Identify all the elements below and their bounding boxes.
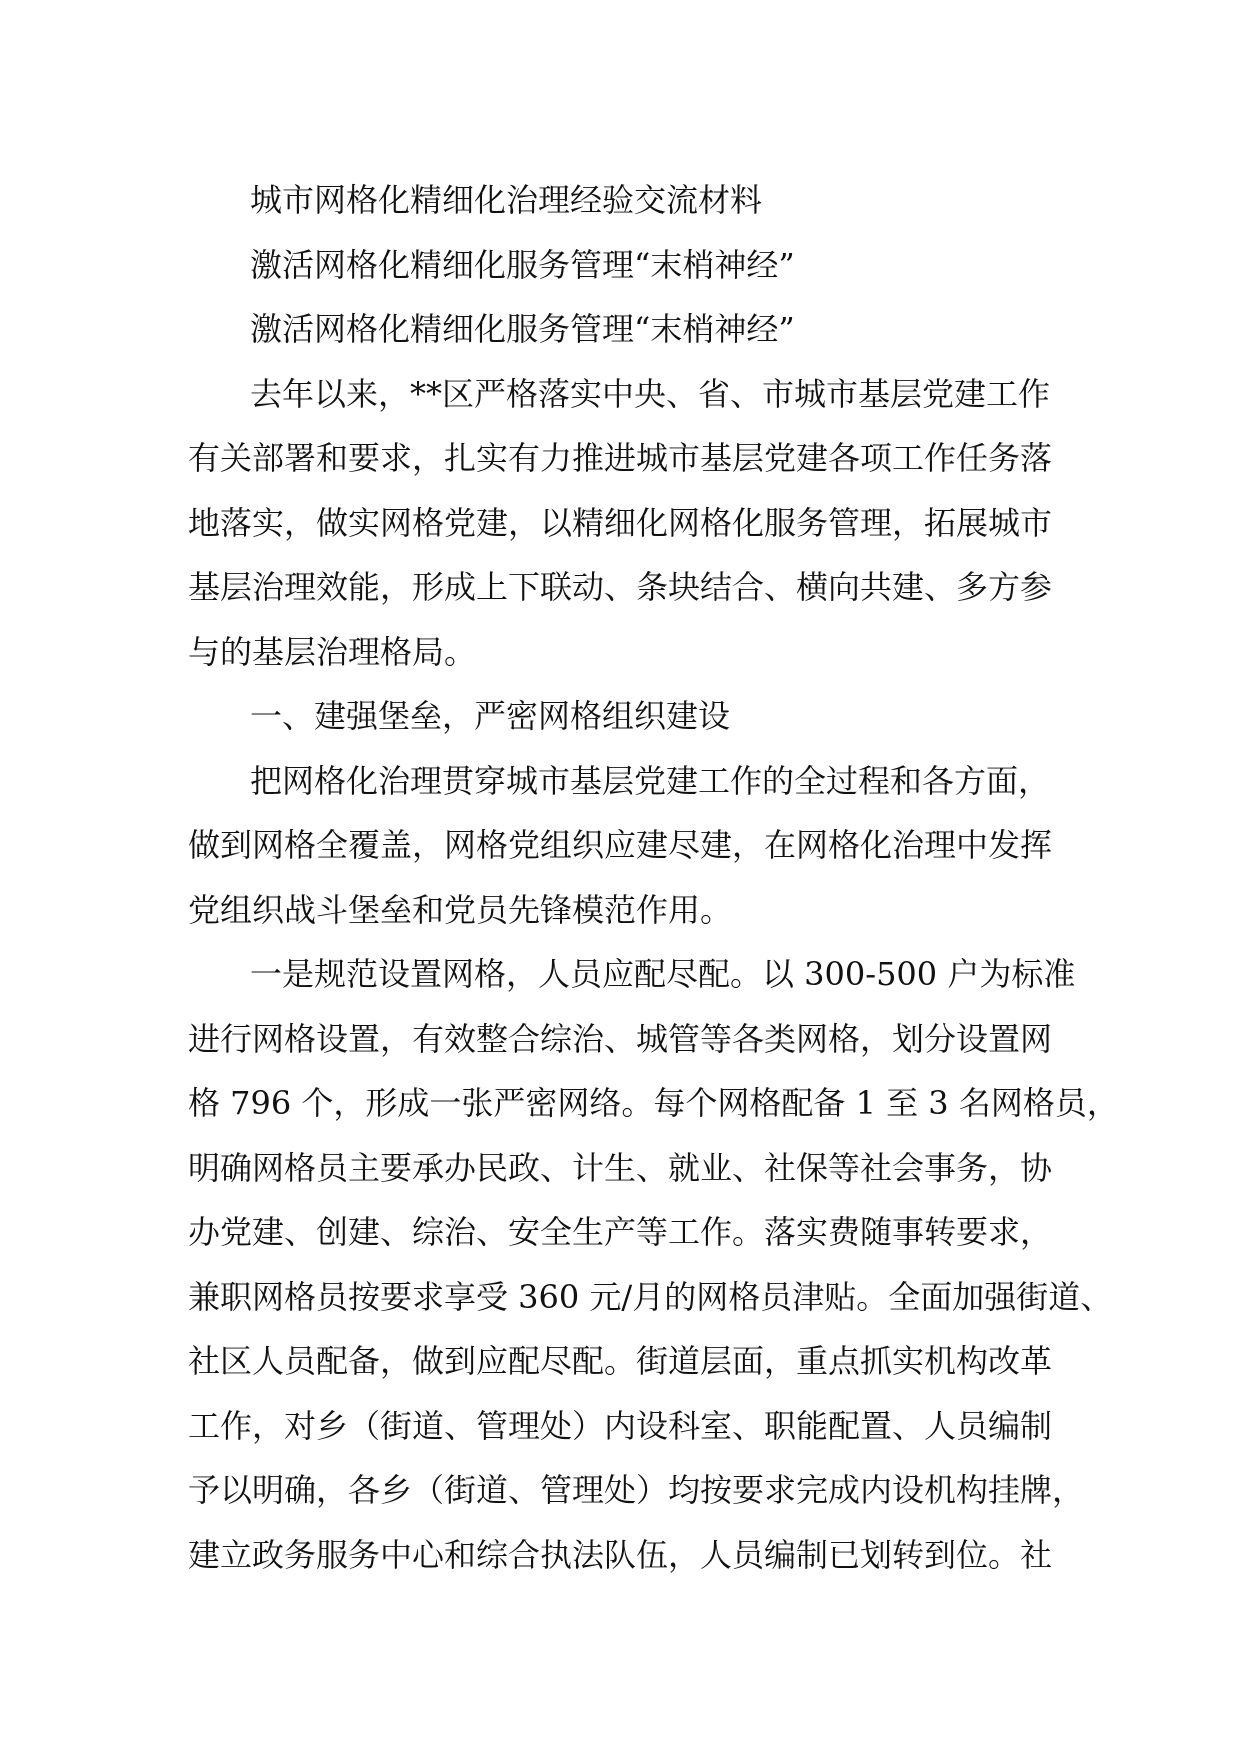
document-subtitle: 激活网格化精细化服务管理“末梢神经” bbox=[250, 245, 795, 284]
section-heading: 一、建强堡垒，严密网格组织建设 bbox=[250, 697, 731, 735]
paragraph-line: 办党建、创建、综治、安全生产等工作。落实费随事转要求， bbox=[188, 1213, 1053, 1251]
document-body bbox=[188, 168, 1119, 1587]
paragraph-line: 有关部署和要求，扎实有力推进城市基层党建各项工作任务落 bbox=[188, 439, 1053, 477]
paragraph-line: 基层治理效能，形成上下联动、条块结合、横向共建、多方参 bbox=[188, 568, 1053, 606]
paragraph-line: 地落实，做实网格党建，以精细化网格化服务管理，拓展城市 bbox=[188, 503, 1053, 542]
paragraph-line: 与的基层治理格局。 bbox=[188, 632, 477, 671]
document-subtitle-repeat: 激活网格化精细化服务管理“末梢神经” bbox=[250, 310, 795, 348]
paragraph-line: 兼职网格员按要求享受 360 元/月的网格员津贴。全面加强街道、 bbox=[188, 1277, 1113, 1316]
paragraph-line: 把网格化治理贯穿城市基层党建工作的全过程和各方面， bbox=[250, 761, 1051, 800]
paragraph-line: 建立政务服务中心和综合执法队伍，人员编制已划转到位。社 bbox=[188, 1535, 1053, 1574]
paragraph-line: 格 796 个，形成一张严密网络。每个网格配备 1 至 3 名网格员， bbox=[188, 1084, 1119, 1122]
paragraph-line: 党组织战斗堡垒和党员先锋模范作用。 bbox=[188, 890, 733, 929]
paragraph-line: 做到网格全覆盖，网格党组织应建尽建，在网格化治理中发挥 bbox=[188, 826, 1053, 864]
paragraph-line: 明确网格员主要承办民政、计生、就业、社保等社会事务，协 bbox=[188, 1148, 1053, 1187]
paragraph-line: 予以明确，各乡（街道、管理处）均按要求完成内设机构挂牌， bbox=[188, 1471, 1085, 1509]
paragraph-line: 去年以来，**区严格落实中央、省、市城市基层党建工作 bbox=[250, 374, 1051, 413]
paragraph-line: 社区人员配备，做到应配尽配。街道层面，重点抓实机构改革 bbox=[188, 1342, 1053, 1380]
document-title: 城市网格化精细化治理经验交流材料 bbox=[250, 181, 763, 219]
paragraph-line: 工作，对乡（街道、管理处）内设科室、职能配置、人员编制 bbox=[188, 1406, 1053, 1445]
paragraph-line: 一是规范设置网格，人员应配尽配。以 300-500 户为标准 bbox=[250, 955, 1076, 993]
paragraph-line: 进行网格设置，有效整合综治、城管等各类网格，划分设置网 bbox=[188, 1019, 1053, 1058]
